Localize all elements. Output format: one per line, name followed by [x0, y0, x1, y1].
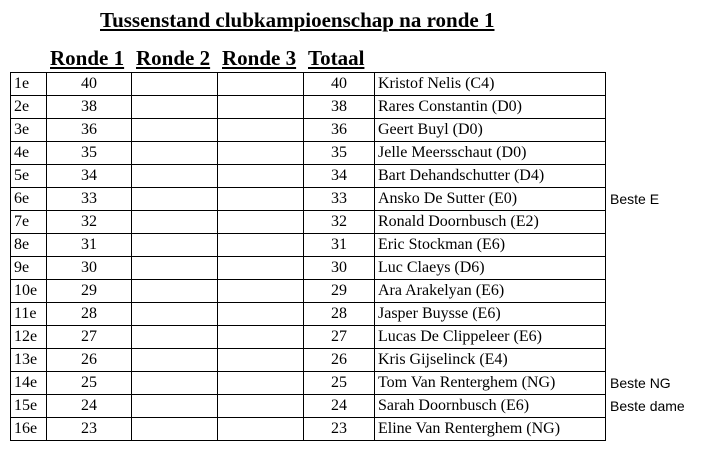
total-cell: 29 [304, 280, 375, 303]
rank-cell: 12e [11, 326, 47, 349]
ronde-2-cell [132, 303, 218, 326]
ronde-3-cell [218, 395, 304, 418]
ronde-3-cell [218, 418, 304, 441]
ronde-1-cell: 38 [47, 96, 132, 119]
table-row [11, 257, 696, 280]
standings-table [10, 72, 696, 441]
note-cell [606, 119, 696, 142]
ronde-1-cell: 40 [47, 73, 132, 96]
player-name-cell: Jelle Meersschaut (D0) [375, 142, 606, 165]
header-totaal: Totaal [308, 46, 365, 70]
header-ronde-2: Ronde 2 [136, 46, 211, 70]
player-name-cell: Bart Dehandschutter (D4) [375, 165, 606, 188]
ronde-2-cell [132, 188, 218, 211]
rank-cell: 7e [11, 211, 47, 234]
ronde-3-cell [218, 165, 304, 188]
ronde-2-cell [132, 119, 218, 142]
ronde-3-cell [218, 234, 304, 257]
note-cell [606, 303, 696, 326]
player-name-cell: Rares Constantin (D0) [375, 96, 606, 119]
note-cell [606, 418, 696, 441]
table-row [11, 119, 696, 142]
total-cell: 30 [304, 257, 375, 280]
table-row [11, 188, 696, 211]
header-ronde-1: Ronde 1 [50, 46, 125, 70]
ronde-1-cell: 29 [47, 280, 132, 303]
ronde-3-cell [218, 303, 304, 326]
header-ronde-3: Ronde 3 [222, 46, 297, 70]
note-cell: Beste dame [610, 398, 685, 414]
rank-cell: 16e [11, 418, 47, 441]
total-cell: 38 [304, 96, 375, 119]
ronde-2-cell [132, 234, 218, 257]
ronde-1-cell: 36 [47, 119, 132, 142]
note-cell [606, 326, 696, 349]
table-row [11, 96, 696, 119]
player-name-cell: Kristof Nelis (C4) [375, 73, 606, 96]
ronde-2-cell [132, 349, 218, 372]
player-name-cell: Luc Claeys (D6) [375, 257, 606, 280]
ronde-3-cell [218, 257, 304, 280]
ronde-1-cell: 31 [47, 234, 132, 257]
ronde-2-cell [132, 372, 218, 395]
player-name-cell: Tom Van Renterghem (NG) [375, 372, 606, 395]
total-cell: 40 [304, 73, 375, 96]
ronde-1-cell: 33 [47, 188, 132, 211]
total-cell: 33 [304, 188, 375, 211]
ronde-3-cell [218, 280, 304, 303]
table-row [11, 395, 696, 418]
note-cell [606, 96, 696, 119]
ronde-3-cell [218, 142, 304, 165]
note-cell: Beste E [610, 191, 660, 207]
note-cell [606, 257, 696, 280]
total-cell: 32 [304, 211, 375, 234]
rank-cell: 8e [11, 234, 47, 257]
total-cell: 24 [304, 395, 375, 418]
rank-cell: 4e [11, 142, 47, 165]
player-name-cell: Lucas De Clippeleer (E6) [375, 326, 606, 349]
table-row [11, 165, 696, 188]
ronde-2-cell [132, 280, 218, 303]
ronde-3-cell [218, 73, 304, 96]
note-cell [606, 349, 696, 372]
total-cell: 28 [304, 303, 375, 326]
note-cell [606, 211, 696, 234]
ronde-3-cell [218, 349, 304, 372]
ronde-2-cell [132, 142, 218, 165]
player-name-cell: Ronald Doornbusch (E2) [375, 211, 606, 234]
table-row [11, 73, 696, 96]
table-row [11, 211, 696, 234]
rank-cell: 11e [11, 303, 47, 326]
ronde-2-cell [132, 418, 218, 441]
ronde-1-cell: 23 [47, 418, 132, 441]
rank-cell: 13e [11, 349, 47, 372]
table-row [11, 418, 696, 441]
total-cell: 35 [304, 142, 375, 165]
player-name-cell: Eric Stockman (E6) [375, 234, 606, 257]
ronde-3-cell [218, 372, 304, 395]
ronde-2-cell [132, 73, 218, 96]
ronde-2-cell [132, 165, 218, 188]
ronde-2-cell [132, 257, 218, 280]
note-cell [606, 234, 696, 257]
table-row [11, 234, 696, 257]
ronde-2-cell [132, 395, 218, 418]
player-name-cell: Geert Buyl (D0) [375, 119, 606, 142]
ronde-1-cell: 25 [47, 372, 132, 395]
rank-cell: 9e [11, 257, 47, 280]
rank-cell: 10e [11, 280, 47, 303]
player-name-cell: Kris Gijselinck (E4) [375, 349, 606, 372]
ronde-2-cell [132, 96, 218, 119]
rank-cell: 6e [11, 188, 47, 211]
total-cell: 34 [304, 165, 375, 188]
table-row [11, 142, 696, 165]
ronde-1-cell: 34 [47, 165, 132, 188]
rank-cell: 3e [11, 119, 47, 142]
total-cell: 31 [304, 234, 375, 257]
ronde-1-cell: 30 [47, 257, 132, 280]
rank-cell: 5e [11, 165, 47, 188]
ronde-2-cell [132, 326, 218, 349]
ronde-3-cell [218, 119, 304, 142]
note-cell [606, 142, 696, 165]
table-row [11, 280, 696, 303]
note-cell [606, 73, 696, 96]
ronde-2-cell [132, 211, 218, 234]
player-name-cell: Eline Van Renterghem (NG) [375, 418, 606, 441]
ronde-3-cell [218, 188, 304, 211]
note-cell [606, 280, 696, 303]
ronde-1-cell: 28 [47, 303, 132, 326]
page-title: Tussenstand clubkampioenschap na ronde 1 [100, 8, 495, 32]
ronde-3-cell [218, 326, 304, 349]
table-row [11, 326, 696, 349]
table-row [11, 372, 696, 395]
ronde-1-cell: 24 [47, 395, 132, 418]
total-cell: 23 [304, 418, 375, 441]
total-cell: 27 [304, 326, 375, 349]
player-name-cell: Ara Arakelyan (E6) [375, 280, 606, 303]
ronde-1-cell: 32 [47, 211, 132, 234]
table-row [11, 303, 696, 326]
rank-cell: 15e [11, 395, 47, 418]
ronde-3-cell [218, 211, 304, 234]
note-cell [606, 165, 696, 188]
total-cell: 25 [304, 372, 375, 395]
total-cell: 26 [304, 349, 375, 372]
rank-cell: 2e [11, 96, 47, 119]
ronde-1-cell: 26 [47, 349, 132, 372]
ronde-1-cell: 27 [47, 326, 132, 349]
rank-cell: 14e [11, 372, 47, 395]
player-name-cell: Sarah Doornbusch (E6) [375, 395, 606, 418]
player-name-cell: Jasper Buysse (E6) [375, 303, 606, 326]
rank-cell: 1e [11, 73, 47, 96]
ronde-3-cell [218, 96, 304, 119]
ronde-1-cell: 35 [47, 142, 132, 165]
total-cell: 36 [304, 119, 375, 142]
table-row [11, 349, 696, 372]
note-cell: Beste NG [610, 375, 671, 391]
player-name-cell: Ansko De Sutter (E0) [375, 188, 606, 211]
